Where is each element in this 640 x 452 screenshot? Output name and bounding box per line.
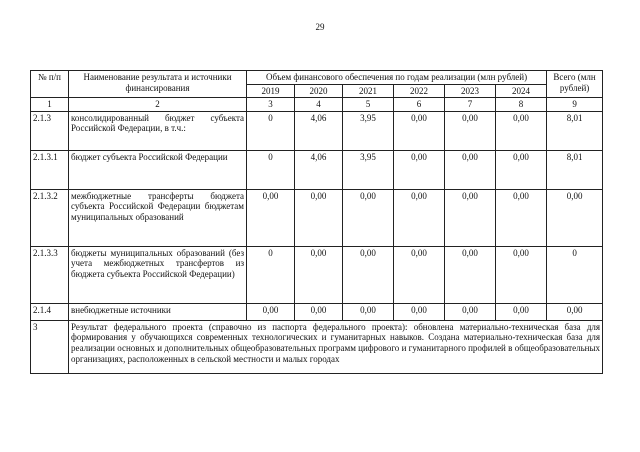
row-name: бюджет субъекта Российской Федерации: [69, 150, 247, 189]
column-number: 5: [343, 98, 394, 112]
row-name: бюджеты муниципальных образований (без учета межбюджетных трансфертов из бюджета субъекта Российской Федерации): [69, 246, 247, 303]
table-row: [31, 111, 603, 150]
header-year: 2021: [343, 84, 394, 98]
financing-table: [30, 70, 603, 374]
table-row: [31, 189, 603, 246]
row-name: межбюджетные трансферты бюджета субъекта Российской Федерации бюджетам муниципальных образований: [69, 189, 247, 246]
row-value: 0,00: [247, 303, 295, 320]
row-name: внебюджетные источники: [69, 303, 247, 320]
row-total: 0: [547, 246, 603, 303]
row-total: 0,00: [547, 189, 603, 246]
row-value: 4,06: [295, 150, 343, 189]
row-number: 2.1.4: [31, 303, 69, 320]
row-value: 3,95: [343, 111, 394, 150]
page-number: 29: [315, 22, 325, 32]
result-number: 3: [31, 320, 69, 373]
row-value: 0,00: [394, 150, 445, 189]
header-volume: Объем финансового обеспечения по годам реализации (млн рублей): [247, 71, 547, 85]
row-value: 0,00: [394, 111, 445, 150]
row-value: 0,00: [496, 189, 547, 246]
row-value: 0,00: [445, 303, 496, 320]
row-number: 2.1.3.2: [31, 189, 69, 246]
column-number: 1: [31, 98, 69, 112]
row-number: 2.1.3: [31, 111, 69, 150]
row-value: 0,00: [496, 111, 547, 150]
header-year: 2020: [295, 84, 343, 98]
row-name: консолидированный бюджет субъекта Российской Федерации, в т.ч.:: [69, 111, 247, 150]
header-number: № п/п: [31, 71, 69, 98]
row-value: 3,95: [343, 150, 394, 189]
table-row: [31, 150, 603, 189]
header-total: Всего (млн рублей): [547, 71, 603, 98]
column-number: 6: [394, 98, 445, 112]
column-number-row: [31, 98, 603, 112]
row-total: 8,01: [547, 111, 603, 150]
row-total: 0,00: [547, 303, 603, 320]
column-number: 8: [496, 98, 547, 112]
header-row: [31, 71, 603, 85]
row-number: 2.1.3.3: [31, 246, 69, 303]
row-total: 8,01: [547, 150, 603, 189]
row-value: 0,00: [445, 150, 496, 189]
row-value: 0,00: [343, 189, 394, 246]
column-number: 2: [69, 98, 247, 112]
row-value: 0,00: [394, 303, 445, 320]
column-number: 7: [445, 98, 496, 112]
row-value: 0,00: [343, 303, 394, 320]
header-year: 2022: [394, 84, 445, 98]
row-number: 2.1.3.1: [31, 150, 69, 189]
row-value: 0: [247, 111, 295, 150]
row-value: 0,00: [343, 246, 394, 303]
table-row: [31, 303, 603, 320]
row-value: 0,00: [394, 246, 445, 303]
row-value: 0,00: [496, 246, 547, 303]
result-text: Результат федерального проекта (справочно из паспорта федерального проекта): обновлена материально-техническая база для формирования у обучающихся современных технологических и гуманитарных навыков. Создана материально-техническая база для реализации основных и дополнительных общеобразовательных программ цифрового и гуманитарного профилей в общеобразовательных организациях, расположенных в сельской местности и малых городах: [69, 320, 603, 373]
header-year: 2023: [445, 84, 496, 98]
row-value: 0: [247, 150, 295, 189]
column-number: 4: [295, 98, 343, 112]
row-value: 0,00: [295, 303, 343, 320]
column-number: 3: [247, 98, 295, 112]
row-value: 0,00: [394, 189, 445, 246]
row-value: 0,00: [247, 189, 295, 246]
row-value: 0,00: [295, 189, 343, 246]
row-value: 0,00: [445, 246, 496, 303]
row-value: 0: [247, 246, 295, 303]
row-value: 0,00: [445, 189, 496, 246]
row-value: 0,00: [445, 111, 496, 150]
column-number: 9: [547, 98, 603, 112]
result-row: [31, 320, 603, 373]
header-year: 2019: [247, 84, 295, 98]
header-year: 2024: [496, 84, 547, 98]
header-name: Наименование результата и источники финансирования: [69, 71, 247, 98]
row-value: 0,00: [496, 150, 547, 189]
row-value: 0,00: [295, 246, 343, 303]
table-row: [31, 246, 603, 303]
row-value: 0,00: [496, 303, 547, 320]
row-value: 4,06: [295, 111, 343, 150]
